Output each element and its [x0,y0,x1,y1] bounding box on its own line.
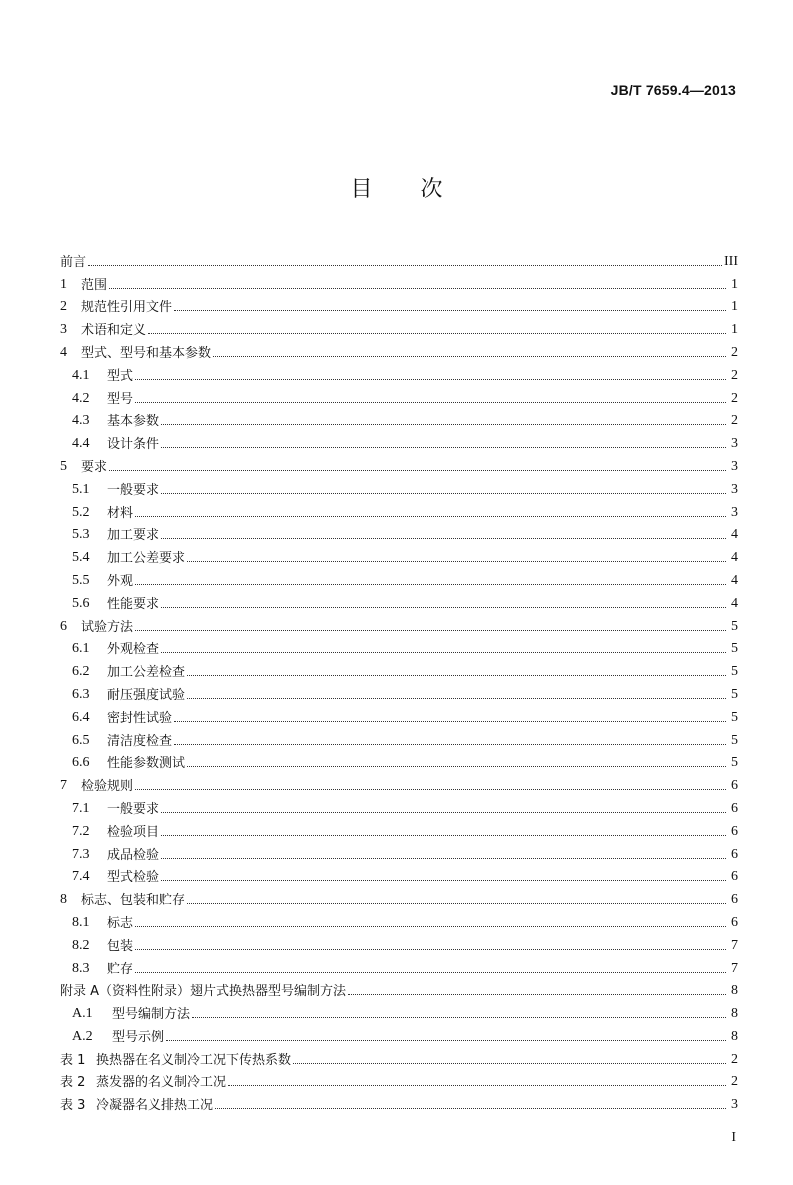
toc-entry-label [60,323,146,337]
toc-entry[interactable] [60,998,738,1021]
toc-entry-title: 型式、型号和基本参数 [81,345,212,361]
toc-entry-label [60,1076,226,1089]
toc-entry-number: 6.1 [72,641,90,657]
toc-entry-page: 5 [731,709,738,725]
toc-entry-number: 8 [60,892,67,908]
toc-entry-page: 4 [731,595,738,611]
toc-entry[interactable] [60,907,738,930]
toc-dot-leader [166,1039,726,1041]
toc-entry-label [60,551,185,565]
toc-entry[interactable] [60,406,738,429]
toc-entry[interactable] [60,337,738,360]
toc-entry-label [60,346,211,360]
toc-entry-title: 一般要求 [107,482,160,498]
toc-entry-title: 密封性试验 [107,710,173,726]
toc-entry-label [60,256,86,269]
toc-entry-label [60,1007,190,1021]
toc-entry-page: 3 [731,504,738,520]
footer-page-number: I [731,1130,736,1145]
toc-entry-number: 4.2 [72,390,90,406]
toc-entry-number: 4.4 [72,436,90,452]
toc-entry-label [60,392,133,406]
table-of-contents [60,246,738,1112]
toc-entry[interactable] [60,634,738,657]
toc-entry-page: 2 [731,413,738,429]
toc-entry-number: 3 [60,322,67,338]
toc-dot-leader [187,902,726,904]
toc-entry-title: 范围 [81,277,108,293]
toc-entry-label [60,962,133,976]
toc-entry-page: 6 [731,892,738,908]
toc-entry-page: 2 [731,1051,738,1067]
toc-entry[interactable] [60,292,738,315]
toc-entry-title: 蒸发器的名义制冷工况 [96,1075,227,1091]
toc-entry-title: 外观检查 [107,642,160,658]
toc-entry-number: 7.1 [72,800,90,816]
toc-dot-leader [148,332,726,334]
toc-entry-title: 标志 [107,915,134,931]
toc-entry-number: 5.4 [72,550,90,566]
toc-entry-number: 6 [60,618,67,634]
toc-entry-label [60,506,133,520]
toc-entry[interactable] [60,656,738,679]
toc-entry-title: 加工公差要求 [107,551,186,567]
toc-dot-leader [348,993,726,995]
toc-entry-number: 8.1 [72,914,90,930]
toc-entry[interactable] [60,1067,738,1090]
toc-entry-number: 4.3 [72,413,90,429]
toc-entry-label [60,756,185,770]
toc-entry-page: 2 [731,344,738,360]
toc-dot-leader [88,264,722,266]
toc-entry-title: 型式 [107,368,134,384]
toc-entry-number: 5.1 [72,481,90,497]
toc-entry-label [60,916,133,930]
toc-dot-leader [215,1107,726,1109]
toc-entry[interactable] [60,565,738,588]
toc-entry-number: 表 3 [60,1098,86,1114]
toc-entry-title: 加工要求 [107,528,160,544]
toc-entry-title: 基本参数 [107,414,160,430]
toc-dot-leader [109,469,726,471]
toc-dot-leader [135,378,726,380]
toc-entry-page: 5 [731,664,738,680]
toc-entry-label [60,1030,164,1044]
toc-entry-number: 5.3 [72,527,90,543]
toc-entry-title: 性能参数测试 [107,756,186,772]
toc-entry-label [60,642,159,656]
toc-entry-page: 4 [731,550,738,566]
toc-entry-page: 5 [731,618,738,634]
title-char-1: 目 [350,177,373,202]
toc-entry[interactable] [60,1044,738,1067]
toc-entry-number: A.1 [72,1006,93,1022]
toc-entry-page: 6 [731,800,738,816]
toc-entry[interactable] [60,246,738,269]
toc-dot-leader [161,879,726,881]
toc-entry-number: 5 [60,458,67,474]
toc-entry-label [60,825,159,839]
toc-entry-page: 1 [731,322,738,338]
toc-entry-title: 冷凝器名义排热工况 [96,1098,214,1114]
toc-entry-label [60,711,172,725]
toc-dot-leader [161,423,726,425]
toc-entry[interactable] [60,839,738,862]
toc-entry[interactable] [60,725,738,748]
toc-entry-number: 4.1 [72,367,90,383]
toc-entry-label [60,278,107,292]
toc-dot-leader [135,629,726,631]
toc-entry-page: 5 [731,755,738,771]
toc-entry-number: 表 2 [60,1075,86,1091]
toc-entry-title: 包装 [107,938,134,954]
toc-entry-page: 4 [731,527,738,543]
toc-entry-page: 3 [731,436,738,452]
toc-dot-leader [161,811,726,813]
toc-dot-leader [161,857,726,859]
toc-entry-page: 5 [731,641,738,657]
toc-entry-title: 一般要求 [107,801,160,817]
toc-dot-leader [187,560,726,562]
toc-entry-page: 6 [731,914,738,930]
toc-entry-page: 6 [731,846,738,862]
toc-entry-page: 3 [731,458,738,474]
toc-entry-page: 1 [731,299,738,315]
toc-entry-title: 规范性引用文件 [81,300,173,316]
toc-entry-title: 型号 [107,391,134,407]
toc-dot-leader [228,1084,726,1086]
toc-entry-title: 型式检验 [107,870,160,886]
toc-entry-page: 7 [731,960,738,976]
toc-entry[interactable] [60,816,738,839]
toc-entry[interactable] [60,748,738,771]
toc-entry-number: 7.2 [72,823,90,839]
toc-entry-label [60,483,159,497]
toc-dot-leader [187,697,726,699]
toc-entry-title: 标志、包装和贮存 [81,893,186,909]
toc-entry-number: 6.5 [72,732,90,748]
toc-entry-label [60,985,346,998]
toc-entry[interactable] [60,269,738,292]
toc-entry-label [60,300,172,314]
toc-entry[interactable] [60,770,738,793]
toc-entry-page: III [724,253,738,269]
standard-number: JB/T 7659.4—2013 [610,82,736,98]
toc-entry-label [60,437,159,451]
toc-entry-number: 7 [60,778,67,794]
toc-dot-leader [192,1016,726,1018]
toc-entry-label [60,870,159,884]
toc-dot-leader [135,971,726,973]
toc-entry[interactable] [60,428,738,451]
toc-entry-title: 检验规则 [81,779,134,795]
toc-entry-title: 术语和定义 [81,323,147,339]
toc-entry-title: 成品检验 [107,847,160,863]
toc-entry-title: 贮存 [107,961,134,977]
toc-entry-number: 6.3 [72,686,90,702]
toc-entry-title: 要求 [81,459,108,475]
toc-entry-page: 3 [731,481,738,497]
toc-entry-number: 8.3 [72,960,90,976]
toc-dot-leader [161,537,726,539]
toc-entry[interactable] [60,793,738,816]
toc-entry-title: 检验项目 [107,824,160,840]
toc-entry-page: 8 [731,1028,738,1044]
toc-entry-page: 1 [731,276,738,292]
toc-entry-label [60,848,159,862]
toc-entry-title: 换热器在名义制冷工况下传热系数 [96,1052,292,1068]
toc-entry-page: 6 [731,869,738,885]
toc-entry-title: 加工公差检查 [107,665,186,681]
toc-entry-page: 3 [731,1097,738,1113]
toc-entry-label [60,597,159,611]
toc-entry-page: 7 [731,937,738,953]
toc-entry-label [60,414,159,428]
toc-entry-label [60,734,172,748]
toc-entry[interactable] [60,474,738,497]
toc-entry[interactable] [60,451,738,474]
toc-entry-number: 6.4 [72,709,90,725]
toc-dot-leader [293,1062,726,1064]
toc-entry-title: 型号编制方法 [112,1007,191,1023]
toc-dot-leader [161,606,726,608]
toc-dot-leader [187,674,726,676]
toc-entry-label [60,802,159,816]
toc-entry[interactable] [60,520,738,543]
toc-entry-number: 1 [60,276,67,292]
toc-dot-leader [135,401,726,403]
toc-entry-number: 7.4 [72,869,90,885]
toc-dot-leader [135,583,726,585]
toc-entry-label [60,1054,291,1067]
toc-entry-label [60,893,185,907]
toc-entry[interactable] [60,976,738,999]
toc-entry-page: 8 [731,983,738,999]
toc-entry-title: 清洁度检查 [107,733,173,749]
toc-entry[interactable] [60,611,738,634]
toc-entry[interactable] [60,588,738,611]
toc-entry-number: A.2 [72,1028,93,1044]
toc-entry-title: 附录 A（资料性附录）翅片式换热器型号编制方法 [60,984,347,1000]
toc-entry-number: 5.6 [72,595,90,611]
toc-entry[interactable] [60,679,738,702]
toc-dot-leader [161,492,726,494]
toc-entry-label [60,620,133,634]
toc-entry-number: 6.6 [72,755,90,771]
toc-entry-number: 表 1 [60,1052,86,1068]
toc-entry[interactable] [60,930,738,953]
toc-entry[interactable] [60,884,738,907]
toc-entry-label [60,460,107,474]
toc-entry-page: 5 [731,732,738,748]
toc-dot-leader [135,925,726,927]
toc-entry-number: 8.2 [72,937,90,953]
toc-entry-label [60,574,133,588]
toc-entry[interactable] [60,360,738,383]
toc-dot-leader [174,720,726,722]
toc-dot-leader [135,948,726,950]
toc-entry-number: 6.2 [72,664,90,680]
toc-entry[interactable] [60,702,738,725]
page-title [0,172,793,203]
toc-entry[interactable] [60,1021,738,1044]
toc-entry[interactable] [60,953,738,976]
toc-entry[interactable] [60,1089,738,1112]
title-char-2: 次 [420,177,443,202]
toc-entry[interactable] [60,542,738,565]
toc-entry-title: 前言 [60,254,87,270]
toc-entry-page: 4 [731,572,738,588]
toc-dot-leader [174,309,726,311]
toc-entry-number: 4 [60,344,67,360]
toc-dot-leader [161,446,726,448]
toc-entry-page: 5 [731,686,738,702]
toc-entry-number: 2 [60,299,67,315]
toc-entry-number: 5.2 [72,504,90,520]
toc-entry-page: 6 [731,823,738,839]
toc-entry-number: 7.3 [72,846,90,862]
toc-entry-label [60,369,133,383]
toc-entry-label [60,528,159,542]
toc-entry-page: 8 [731,1006,738,1022]
toc-dot-leader [161,651,726,653]
toc-dot-leader [187,765,726,767]
toc-entry-label [60,939,133,953]
toc-dot-leader [135,515,726,517]
toc-entry-label [60,688,185,702]
toc-entry-page: 2 [731,390,738,406]
toc-entry-title: 性能要求 [107,596,160,612]
toc-entry-number: 5.5 [72,572,90,588]
toc-entry[interactable] [60,314,738,337]
toc-entry-title: 试验方法 [81,619,134,635]
toc-dot-leader [135,788,726,790]
toc-entry-label [60,665,185,679]
toc-dot-leader [174,743,726,745]
toc-dot-leader [109,287,726,289]
toc-entry[interactable] [60,497,738,520]
toc-dot-leader [161,834,726,836]
toc-entry-title: 外观 [107,573,134,589]
toc-entry-title: 型号示例 [112,1029,165,1045]
toc-dot-leader [213,355,726,357]
toc-entry[interactable] [60,862,738,885]
toc-entry-label [60,1099,213,1112]
toc-entry-page: 6 [731,778,738,794]
toc-entry-title: 耐压强度试验 [107,687,186,703]
toc-entry-title: 设计条件 [107,437,160,453]
toc-entry[interactable] [60,383,738,406]
toc-entry-label [60,779,133,793]
toc-entry-page: 2 [731,1074,738,1090]
toc-entry-title: 材料 [107,505,134,521]
toc-entry-page: 2 [731,367,738,383]
